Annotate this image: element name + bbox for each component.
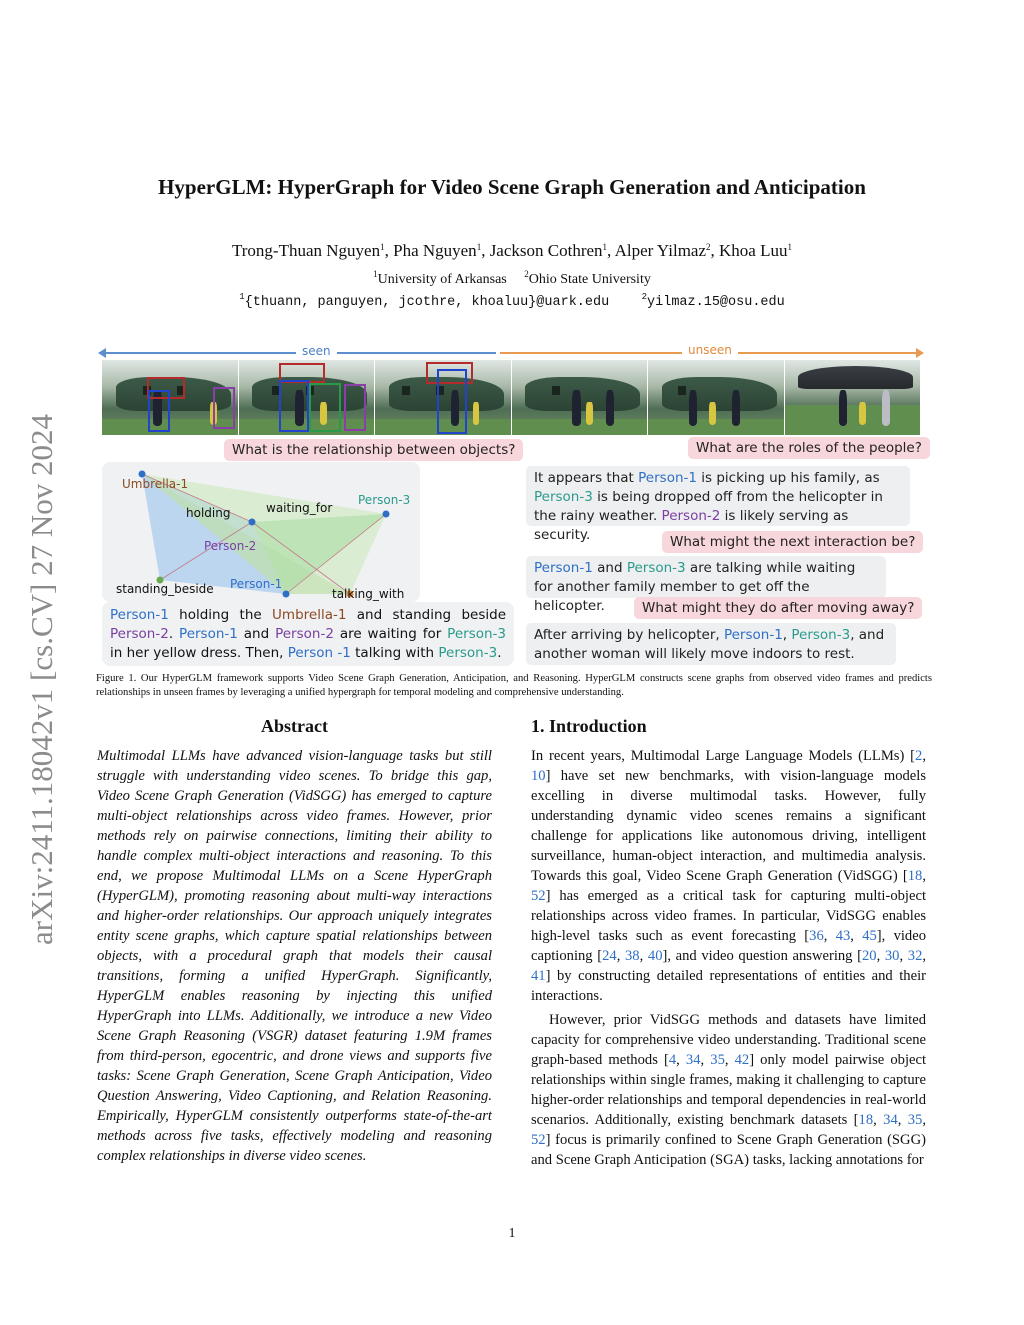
- email-list: $^1${thuann, panguyen, jcothre, khoaluu}@uark.edu $^2$yilmaz.15@osu.edu: [239, 292, 785, 310]
- video-frame-seen: [102, 360, 238, 435]
- citation-link[interactable]: 34: [883, 1112, 898, 1128]
- citation-link[interactable]: 38: [625, 948, 640, 964]
- author: Jackson Cothren: [489, 241, 603, 260]
- citation-link[interactable]: 35: [710, 1052, 725, 1068]
- citation-link[interactable]: 32: [907, 948, 923, 964]
- seen-label: seen: [296, 344, 337, 358]
- citation-link[interactable]: 52: [531, 1132, 546, 1148]
- video-frame-unseen: [648, 360, 784, 435]
- citation-link[interactable]: 30: [884, 948, 900, 964]
- video-frame-seen: [239, 360, 375, 435]
- author: Trong-Thuan Nguyen: [231, 241, 381, 260]
- citation-link[interactable]: 45: [862, 928, 877, 944]
- citation-link[interactable]: 18: [858, 1112, 874, 1128]
- author: Alper Yilmaz: [614, 241, 707, 260]
- node-person3: [383, 511, 390, 518]
- intro-paragraph-2: However, prior VidSGG methods and datasets have limited capacity for comprehensive video understanding. Traditional scene graph-based methods [4, 34, 35, 42] only model pairwise object relationships within single frames, making it challenging to capture higher-order relationships and temporal dependencies in real-world scenarios. Additionally, existing benchmark datasets [18, 34, 35, 52] focus is primarily confined to Scene Graph Generation (SGG) and Scene Graph Anticipation (SGA) tasks, lacking annotations for: [531, 1012, 927, 1168]
- figure-1: [96, 340, 932, 670]
- video-frame-seen: [375, 360, 511, 435]
- email-link[interactable]: {thuann, panguyen, jcothre, khoaluu}@uark.edu: [244, 295, 610, 310]
- unseen-arrow-icon: [916, 348, 924, 358]
- node-person1: [283, 591, 290, 598]
- question-relationship: What is the relationship between objects?: [224, 439, 523, 461]
- citation-link[interactable]: 52: [531, 888, 546, 904]
- citation-link[interactable]: 24: [602, 948, 617, 964]
- question-after-moving: What might they do after moving away?: [634, 597, 922, 619]
- introduction-section: [531, 716, 926, 1170]
- abstract-heading: Abstract: [261, 716, 328, 736]
- answer-next-interaction: Person-1 and Person-3 are talking while waiting for another family member to get off the helicopter.: [526, 556, 886, 598]
- figure-caption: Figure 1. Our HyperGLM framework supports Video Scene Graph Generation, Anticipation, and Reasoning. HyperGLM constructs scene graphs from observed video frames and predicts relationships in unseen frames by leveraging a unified hypergraph for temporal modeling and comprehensive understanding.: [96, 673, 932, 698]
- citation-link[interactable]: 10: [531, 768, 546, 784]
- citation-link[interactable]: 18: [907, 868, 923, 884]
- graph-label-umbrella: Umbrella-1: [122, 477, 189, 491]
- person-bbox: [213, 387, 235, 429]
- person-bbox: [148, 390, 170, 432]
- graph-label-person1: Person-1: [230, 577, 283, 591]
- question-roles: What are the roles of the people?: [688, 437, 930, 459]
- graph-label-talking-with: talking_with: [332, 587, 405, 601]
- citation-link[interactable]: 41: [531, 968, 546, 984]
- citation-link[interactable]: 36: [809, 928, 824, 944]
- person-bbox: [279, 380, 309, 433]
- intro-paragraph-1: In recent years, Multimodal Large Language Models (LLMs) [2, 10] have set new benchmarks, with vision-language models excelling in diverse multimodal tasks. However, fully understanding dynamic video scenes remains a significant challenge for applications like autonomous driving, intelligent surveillance, human-object interaction, and multimedia analysis. Towards this goal, Video Scene Graph Generation (VidSGG) [18, 52] has emerged as a critical task for capturing multi-object relationships across video frames. In particular, VidSGG enables high-level tasks such as event forecasting [36, 43, 45], video captioning [24, 38, 40], and video question answering [20, 30, 32, 41] by constructing detailed representations of entities and their interactions.: [531, 748, 927, 1004]
- question-next-interaction: What might the next interaction be?: [662, 531, 923, 553]
- affiliations: $^1$University of Arkansas $^2$Ohio State University: [373, 269, 651, 287]
- arxiv-stamp: arXiv:2411.18042v1 [cs.CV] 27 Nov 2024: [24, 414, 59, 945]
- author: Pha Nguyen: [393, 241, 477, 260]
- abstract-text: Multimodal LLMs have advanced vision-language tasks but still struggle with understanding video scenes. To bridge this gap, Video Scene Graph Generation (VidSGG) has emerged to capture multi-object relationships across video frames. However, prior methods rely on pairwise connections, limiting their ability to handle complex multi-object interactions and reasoning. To this end, we propose Multimodal LLMs on a Scene HyperGraph (HyperGLM), promoting reasoning about multi-way interactions and higher-order relationships. Our approach uniquely integrates entity scene graphs, which capture spatial relationships between objects, with a procedural graph that models their causal transitions, forming a unified HyperGraph. Significantly, HyperGLM enables reasoning by injecting this unified HyperGraph into LLMs. Additionally, we introduce a new Video Scene Graph Reasoning (VSGR) dataset featuring 1.9M frames from third-person, egocentric, and drone views and supports five tasks: Scene Graph Generation, Scene Graph Anticipation, Video Question Answering, Video Captioning, and Relation Reasoning. Empirically, HyperGLM consistently outperforms state-of-the-art methods across five tasks, effectively modeling and reasoning complex relationships in diverse video scenes.: [97, 748, 492, 1164]
- introduction-heading: 1. Introduction: [531, 716, 647, 736]
- paper-title: HyperGLM: HyperGraph for Video Scene Graph Generation and Anticipation: [158, 175, 866, 199]
- hypergraph-diagram: [102, 462, 420, 602]
- graph-label-person3: Person-3: [358, 493, 411, 507]
- person-bbox: [344, 384, 366, 431]
- person-bbox: [309, 383, 342, 433]
- answer-after-moving: After arriving by helicopter, Person-1, Person-3, and another woman will likely move indoors to rest.: [526, 623, 896, 665]
- page-number: 1: [508, 1226, 516, 1241]
- graph-label-holding: holding: [186, 506, 231, 520]
- video-frame-unseen: [785, 360, 921, 435]
- node-person2: [249, 519, 256, 526]
- video-frame-unseen: [512, 360, 648, 435]
- graph-caption: Person-1 holding the Umbrella-1 and standing beside Person-2. Person-1 and Person-2 are waiting for Person-3 in her yellow dress. Then, Person -1 talking with Person-3.: [102, 602, 514, 666]
- citation-link[interactable]: 35: [907, 1112, 923, 1128]
- citation-link[interactable]: 42: [734, 1052, 750, 1068]
- unseen-label: unseen: [682, 343, 738, 357]
- answer-roles: It appears that Person-1 is picking up his family, as Person-3 is being dropped off from the helicopter in the rainy weather. Person-2 is likely serving as security.: [526, 466, 910, 526]
- author-list: Trong-Thuan Nguyen$^1$, Pha Nguyen$^1$, Jackson Cothren$^1$, Alper Yilmaz$^2$, Khoa Luu$^1$: [231, 241, 792, 260]
- citation-link[interactable]: 4: [668, 1052, 677, 1068]
- graph-label-person2: Person-2: [204, 539, 257, 553]
- video-frames: [102, 360, 920, 435]
- citation-link[interactable]: 34: [685, 1052, 701, 1068]
- graph-label-standing-beside: standing_beside: [116, 582, 214, 596]
- abstract-section: [97, 716, 492, 1166]
- email-link[interactable]: yilmaz.15@osu.edu: [647, 295, 785, 310]
- citation-link[interactable]: 20: [861, 948, 877, 964]
- citation-link[interactable]: 43: [835, 928, 851, 944]
- graph-label-waiting-for: waiting_for: [266, 501, 333, 515]
- person-bbox: [437, 369, 467, 434]
- citation-link[interactable]: 2: [915, 748, 923, 764]
- author: Khoa Luu: [719, 241, 788, 260]
- citation-link[interactable]: 40: [647, 948, 663, 964]
